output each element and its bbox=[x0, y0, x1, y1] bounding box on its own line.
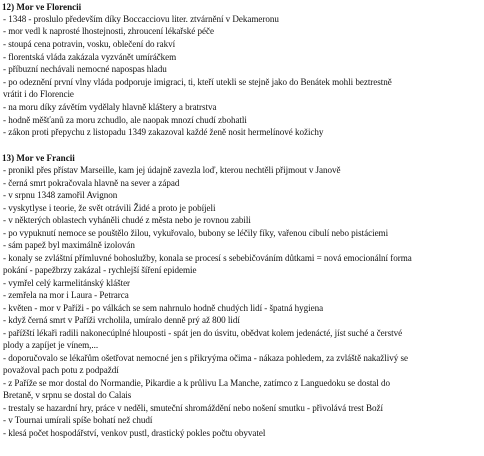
text-line: - příbuzní nechávali nemocné napospas hladu bbox=[3, 64, 167, 74]
text-line-continuation: pokání - papežbrzy zakázal - rychlejší šíření epidemie bbox=[3, 265, 197, 275]
text-line: - vyskytlyse i teorie, že svět otrávili Židé a proto je pobíjeli bbox=[3, 203, 216, 213]
text-line: - v některých oblastech vyháněli chudé z města nebo je rovnou zabili bbox=[3, 215, 251, 225]
text-line: - konaly se zvláštní přímluvné bohoslužby, konala se procesí s sebebičováním důtkami = nová emocionální forma bbox=[3, 253, 412, 263]
text-line: - vymřel celý karmelitánský klášter bbox=[3, 278, 131, 288]
text-line: - z Paříže se mor dostal do Normandie, Pikardie a k průlivu La Manche, zatímco z Languedoku se dostal do bbox=[3, 378, 390, 388]
text-line-continuation: Bretaně, v srpnu se dostal do Calais bbox=[3, 390, 132, 400]
text-line: - po odeznění první vlny vláda podporuje imigraci, ti, kteří utekli se stejně jako do Benátek mohli beztrestně bbox=[3, 77, 392, 87]
text-line: - zákon proti přepychu z listopadu 1349 zakazoval každé ženě nosit hermelínové kožichy bbox=[3, 127, 324, 137]
text-line: - v Tournai umírali spíše bohatí než chudí bbox=[3, 415, 153, 425]
text-line-continuation: plody a zapíjet je vínem,... bbox=[3, 340, 99, 350]
text-line: - zemřela na mor i Laura - Petrarca bbox=[3, 290, 129, 300]
section-heading-florence: 12) Mor ve Florencii bbox=[2, 2, 82, 12]
text-line: - pronikl přes přístav Marseille, kam jej údajně zavezla loď, kterou nechtěli přijmout v Janově bbox=[3, 165, 341, 175]
text-line: - trestaly se hazardní hry, práce v neděli, smuteční shromáždění nebo nošení smutku - přivolává trest Boží bbox=[3, 403, 383, 413]
text-line: - v srpnu 1348 zamořil Avignon bbox=[3, 190, 118, 200]
text-line: - florentská vláda zakázala vyzvánět umíráčkem bbox=[3, 52, 177, 62]
text-line: - doporučovalo se lékařům ošetřovat nemocné jen s přikryýma očima - nákaza pohledem, za zvláště nakažlivý se bbox=[3, 353, 408, 363]
text-line-continuation: vrátit i do Florencie bbox=[3, 89, 74, 99]
text-line: - na moru díky závětím vydělaly hlavně kláštery a bratrstva bbox=[3, 102, 217, 112]
text-line: - černá smrt pokračovala hlavně na sever a západ bbox=[3, 178, 180, 188]
text-line: - 1348 - proslulo především díky Boccacciovu liter. ztvárnění v Dekameronu bbox=[3, 14, 279, 24]
text-line-continuation: považoval pach potu z podpaždí bbox=[3, 365, 119, 375]
text-line: - klesá počet hospodářství, venkov pustl, drastický pokles počtu obyvatel bbox=[3, 428, 266, 438]
section-heading-france: 13) Mor ve Francii bbox=[2, 153, 75, 163]
text-line: - když černá smrt v Paříži vrcholila, umíralo denně prý až 800 lidí bbox=[3, 315, 240, 325]
text-line: - pařížští lékaři radili nakonecúplné hlouposti - spát jen do úsvitu, obědvat kolem jedenácté, jíst suché a čerstvé bbox=[3, 328, 403, 338]
text-line: - po vypuknutí nemoce se pouštělo žilou, vykuřovalo, bubony se léčily fíky, vařenou cibulí nebo pistáciemi bbox=[3, 228, 389, 238]
text-line: - květen - mor v Paříži - po válkách se sem nahrnulo hodně chudých lidí - špatná hygiena bbox=[3, 303, 324, 313]
text-line: - stoupá cena potravin, vosku, oblečení do rakví bbox=[3, 39, 176, 49]
text-line: - mor vedl k naprosté lhostejnosti, zhroucení lékařské péče bbox=[3, 26, 214, 36]
text-line: - sám papež byl maximálně izolován bbox=[3, 240, 135, 250]
text-line: - hodně měšťanů za moru zchudlo, ale naopak mnozí chudí zbohatli bbox=[3, 115, 247, 125]
